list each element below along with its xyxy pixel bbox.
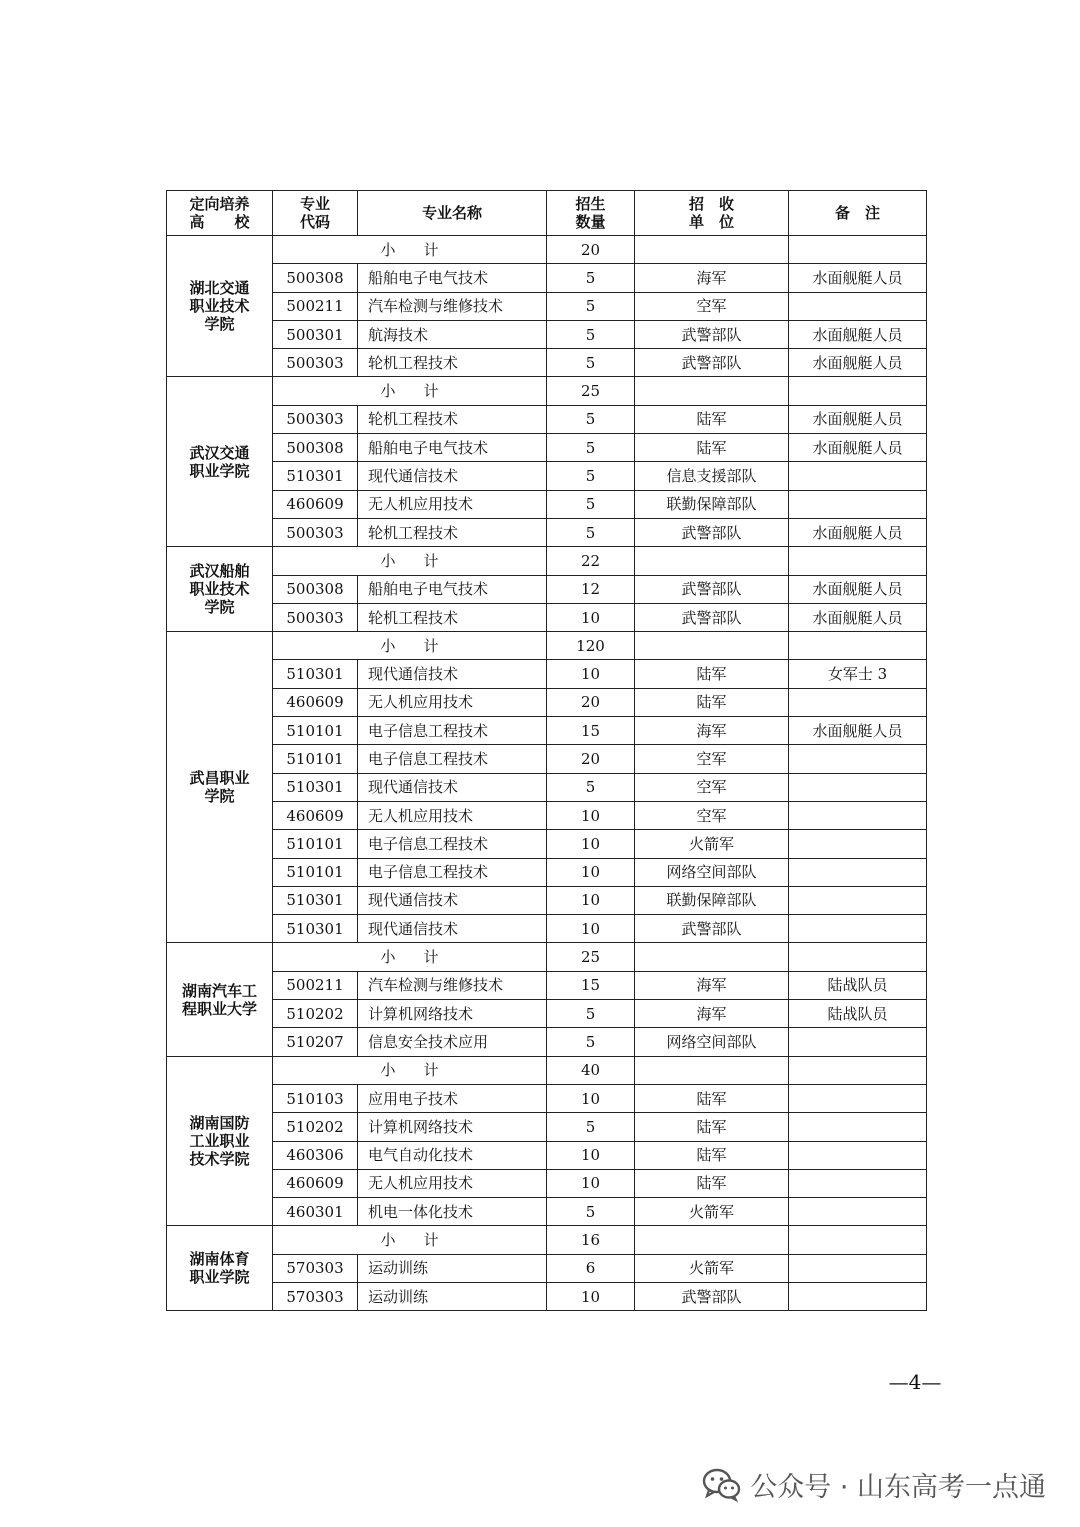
major-code-cell: 500308	[273, 575, 358, 603]
table-row	[167, 1000, 927, 1028]
subtotal-unit-empty	[635, 547, 789, 575]
subtotal-remark-empty	[789, 1056, 927, 1084]
enrollment-count-cell: 10	[547, 1141, 635, 1169]
major-name-cell: 船舶电子电气技术	[358, 264, 547, 292]
subtotal-count: 20	[547, 236, 635, 264]
remark-cell: 陆战队员	[789, 1000, 927, 1028]
enrollment-count-cell: 20	[547, 688, 635, 716]
recruiting-unit-cell: 武警部队	[635, 575, 789, 603]
recruiting-unit-cell: 空军	[635, 773, 789, 801]
recruiting-unit-cell: 陆军	[635, 1169, 789, 1197]
major-name-cell: 信息安全技术应用	[358, 1028, 547, 1056]
subtotal-remark-empty	[789, 236, 927, 264]
major-code-cell: 510301	[273, 915, 358, 943]
subtotal-remark-empty	[789, 632, 927, 660]
remark-cell: 水面舰艇人员	[789, 405, 927, 433]
enrollment-count-cell: 10	[547, 915, 635, 943]
major-name-cell: 轮机工程技术	[358, 518, 547, 546]
subtotal-unit-empty	[635, 1056, 789, 1084]
table-row	[167, 575, 927, 603]
major-name-cell: 无人机应用技术	[358, 490, 547, 518]
recruiting-unit-cell: 信息支援部队	[635, 462, 789, 490]
remark-cell: 水面舰艇人员	[789, 603, 927, 631]
school-name-line: 工业职业	[189, 1132, 250, 1150]
major-name-cell: 汽车检测与维修技术	[358, 971, 547, 999]
remark-cell	[789, 1169, 927, 1197]
enrollment-count-cell: 5	[547, 1000, 635, 1028]
table-row	[167, 1169, 927, 1197]
table-row	[167, 292, 927, 320]
major-name-cell: 机电一体化技术	[358, 1198, 547, 1226]
major-code-cell: 510101	[273, 717, 358, 745]
school-name-line: 职业技术	[189, 297, 250, 316]
enrollment-count-cell: 10	[547, 830, 635, 858]
subtotal-unit-empty	[635, 1226, 789, 1254]
major-code-cell: 510101	[273, 858, 358, 886]
subtotal-label: 小计	[273, 377, 547, 405]
remark-cell	[789, 915, 927, 943]
remark-cell	[789, 801, 927, 829]
enrollment-count-cell: 5	[547, 773, 635, 801]
table-row	[167, 688, 927, 716]
school-name-cell	[167, 377, 273, 547]
remark-cell: 水面舰艇人员	[789, 264, 927, 292]
subtotal-remark-empty	[789, 943, 927, 971]
table-row	[167, 462, 927, 490]
major-code-cell: 510101	[273, 745, 358, 773]
major-code-cell: 510301	[273, 462, 358, 490]
major-code-cell: 460609	[273, 801, 358, 829]
subtotal-row	[167, 632, 927, 660]
table-row	[167, 1198, 927, 1226]
major-name-cell: 现代通信技术	[358, 915, 547, 943]
table-row	[167, 830, 927, 858]
major-code-cell: 500308	[273, 434, 358, 462]
school-name-cell	[167, 943, 273, 1056]
table-row	[167, 1028, 927, 1056]
recruiting-unit-cell: 陆军	[635, 1113, 789, 1141]
enrollment-count-cell: 12	[547, 575, 635, 603]
remark-cell: 水面舰艇人员	[789, 575, 927, 603]
enrollment-count-cell: 5	[547, 264, 635, 292]
school-name-line: 职业学院	[189, 1268, 250, 1287]
major-code-cell: 460301	[273, 1198, 358, 1226]
subtotal-unit-empty	[635, 632, 789, 660]
school-name-line: 职业学院	[189, 461, 250, 480]
subtotal-count: 25	[547, 377, 635, 405]
subtotal-row	[167, 547, 927, 575]
table-row	[167, 745, 927, 773]
subtotal-remark-empty	[789, 1226, 927, 1254]
recruiting-unit-cell: 空军	[635, 292, 789, 320]
major-name-cell: 现代通信技术	[358, 660, 547, 688]
enrollment-count-cell: 10	[547, 603, 635, 631]
subtotal-row	[167, 1056, 927, 1084]
school-name-line: 学院	[204, 315, 235, 334]
enrollment-count-cell: 10	[547, 858, 635, 886]
subtotal-count: 16	[547, 1226, 635, 1254]
table-row	[167, 603, 927, 631]
header-major-code: 专业 代码	[273, 191, 358, 236]
major-name-cell: 计算机网络技术	[358, 1113, 547, 1141]
enrollment-count-cell: 5	[547, 1198, 635, 1226]
recruiting-unit-cell: 海军	[635, 1000, 789, 1028]
major-code-cell: 510301	[273, 773, 358, 801]
major-name-cell: 电子信息工程技术	[358, 830, 547, 858]
enrollment-count-cell: 6	[547, 1254, 635, 1282]
recruiting-unit-cell: 火箭军	[635, 1198, 789, 1226]
major-name-cell: 轮机工程技术	[358, 603, 547, 631]
subtotal-label: 小计	[273, 547, 547, 575]
major-code-cell: 570303	[273, 1254, 358, 1282]
major-name-cell: 轮机工程技术	[358, 405, 547, 433]
table-header-row	[167, 191, 927, 236]
table-row	[167, 1282, 927, 1310]
table-row	[167, 1141, 927, 1169]
school-name-cell	[167, 236, 273, 377]
school-name-line: 武昌职业	[189, 769, 250, 788]
major-name-cell: 计算机网络技术	[358, 1000, 547, 1028]
major-code-cell: 500301	[273, 320, 358, 348]
recruiting-unit-cell: 海军	[635, 717, 789, 745]
remark-cell	[789, 1113, 927, 1141]
header-recruiting-unit: 招 收 单 位	[635, 191, 789, 236]
enrollment-count-cell: 5	[547, 349, 635, 377]
wechat-icon	[702, 1468, 742, 1502]
table-row	[167, 660, 927, 688]
major-name-cell: 现代通信技术	[358, 462, 547, 490]
school-name-cell	[167, 547, 273, 632]
major-code-cell: 510202	[273, 1113, 358, 1141]
remark-cell	[789, 886, 927, 914]
table-row	[167, 1084, 927, 1112]
enrollment-count-cell: 10	[547, 660, 635, 688]
watermark	[702, 1465, 1046, 1504]
remark-cell	[789, 830, 927, 858]
table-body	[167, 236, 927, 1311]
table-row	[167, 886, 927, 914]
subtotal-label: 小计	[273, 943, 547, 971]
major-code-cell: 510207	[273, 1028, 358, 1056]
recruiting-unit-cell: 武警部队	[635, 915, 789, 943]
major-name-cell: 航海技术	[358, 320, 547, 348]
subtotal-remark-empty	[789, 547, 927, 575]
recruiting-unit-cell: 武警部队	[635, 518, 789, 546]
major-name-cell: 无人机应用技术	[358, 688, 547, 716]
major-code-cell: 460306	[273, 1141, 358, 1169]
major-name-cell: 船舶电子电气技术	[358, 575, 547, 603]
table-row	[167, 434, 927, 462]
major-name-cell: 电子信息工程技术	[358, 858, 547, 886]
table-row	[167, 801, 927, 829]
enrollment-count-cell: 5	[547, 434, 635, 462]
school-name-line: 湖南国防	[189, 1114, 250, 1132]
remark-cell: 水面舰艇人员	[789, 320, 927, 348]
remark-cell	[789, 490, 927, 518]
enrollment-count-cell: 10	[547, 1282, 635, 1310]
table-row	[167, 405, 927, 433]
major-code-cell: 500303	[273, 603, 358, 631]
subtotal-unit-empty	[635, 377, 789, 405]
recruiting-unit-cell: 陆军	[635, 434, 789, 462]
major-name-cell: 船舶电子电气技术	[358, 434, 547, 462]
remark-cell: 女军士 3	[789, 660, 927, 688]
recruiting-unit-cell: 陆军	[635, 1141, 789, 1169]
recruiting-unit-cell: 武警部队	[635, 603, 789, 631]
subtotal-row	[167, 1226, 927, 1254]
table-row	[167, 971, 927, 999]
school-name-line: 程职业大学	[181, 999, 257, 1018]
school-name-line: 学院	[204, 787, 235, 806]
recruiting-unit-cell: 陆军	[635, 1084, 789, 1112]
header-major-name: 专业名称	[358, 191, 547, 236]
major-name-cell: 汽车检测与维修技术	[358, 292, 547, 320]
school-name-line: 武汉船舶	[189, 562, 250, 581]
school-name-line: 学院	[204, 598, 235, 617]
enrollment-count-cell: 10	[547, 1169, 635, 1197]
remark-cell	[789, 773, 927, 801]
major-code-cell: 500303	[273, 405, 358, 433]
enrollment-count-cell: 5	[547, 292, 635, 320]
school-name-line: 湖南体育	[189, 1250, 250, 1269]
header-enrollment-count: 招生 数量	[547, 191, 635, 236]
remark-cell	[789, 1198, 927, 1226]
school-name-cell	[167, 1056, 273, 1226]
recruiting-unit-cell: 网络空间部队	[635, 1028, 789, 1056]
major-name-cell: 现代通信技术	[358, 773, 547, 801]
recruiting-unit-cell: 陆军	[635, 405, 789, 433]
enrollment-count-cell: 15	[547, 717, 635, 745]
subtotal-label: 小计	[273, 236, 547, 264]
header-remark: 备 注	[789, 191, 927, 236]
enrollment-count-cell: 5	[547, 405, 635, 433]
recruiting-unit-cell: 空军	[635, 745, 789, 773]
table-row	[167, 264, 927, 292]
enrollment-count-cell: 5	[547, 320, 635, 348]
table-row	[167, 717, 927, 745]
major-code-cell: 460609	[273, 490, 358, 518]
enrollment-count-cell: 5	[547, 1028, 635, 1056]
major-code-cell: 460609	[273, 688, 358, 716]
major-name-cell: 运动训练	[358, 1282, 547, 1310]
table-row	[167, 490, 927, 518]
major-name-cell: 电子信息工程技术	[358, 745, 547, 773]
remark-cell: 水面舰艇人员	[789, 518, 927, 546]
subtotal-count: 120	[547, 632, 635, 660]
subtotal-remark-empty	[789, 377, 927, 405]
table-row	[167, 518, 927, 546]
major-code-cell: 500211	[273, 292, 358, 320]
major-name-cell: 现代通信技术	[358, 886, 547, 914]
remark-cell: 水面舰艇人员	[789, 434, 927, 462]
recruiting-unit-cell: 网络空间部队	[635, 858, 789, 886]
page-number: —4—	[888, 1370, 942, 1394]
recruiting-unit-cell: 火箭军	[635, 1254, 789, 1282]
subtotal-count: 22	[547, 547, 635, 575]
subtotal-row	[167, 236, 927, 264]
recruiting-unit-cell: 联勤保障部队	[635, 886, 789, 914]
recruiting-unit-cell: 陆军	[635, 688, 789, 716]
school-name-line: 湖北交通	[189, 279, 250, 298]
header-school: 定向培养 高 校	[167, 191, 273, 236]
major-code-cell: 500303	[273, 518, 358, 546]
recruiting-unit-cell: 武警部队	[635, 320, 789, 348]
major-name-cell: 应用电子技术	[358, 1084, 547, 1112]
recruiting-unit-cell: 海军	[635, 971, 789, 999]
school-name-line: 武汉交通	[189, 443, 250, 462]
remark-cell	[789, 1028, 927, 1056]
remark-cell	[789, 858, 927, 886]
major-code-cell: 510103	[273, 1084, 358, 1112]
enrollment-count-cell: 5	[547, 1113, 635, 1141]
watermark-text: 公众号 · 山东高考一点通	[750, 1472, 1046, 1503]
enrollment-count-cell: 10	[547, 1084, 635, 1112]
recruitment-quota-table	[166, 190, 927, 1311]
school-name-line: 技术学院	[189, 1150, 250, 1168]
remark-cell	[789, 688, 927, 716]
school-name-cell	[167, 1226, 273, 1311]
school-name-line: 职业技术	[189, 580, 250, 599]
enrollment-count-cell: 15	[547, 971, 635, 999]
remark-cell	[789, 1254, 927, 1282]
table-row	[167, 915, 927, 943]
major-code-cell: 460609	[273, 1169, 358, 1197]
remark-cell	[789, 292, 927, 320]
major-name-cell: 电气自动化技术	[358, 1141, 547, 1169]
major-code-cell: 510101	[273, 830, 358, 858]
table-row	[167, 349, 927, 377]
table-row	[167, 858, 927, 886]
major-name-cell: 无人机应用技术	[358, 801, 547, 829]
recruiting-unit-cell: 火箭军	[635, 830, 789, 858]
table-row	[167, 1113, 927, 1141]
major-code-cell: 570303	[273, 1282, 358, 1310]
table-row	[167, 773, 927, 801]
enrollment-count-cell: 5	[547, 462, 635, 490]
major-code-cell: 510301	[273, 886, 358, 914]
recruiting-unit-cell: 陆军	[635, 660, 789, 688]
major-name-cell: 轮机工程技术	[358, 349, 547, 377]
enrollment-count-cell: 5	[547, 490, 635, 518]
table-row	[167, 320, 927, 348]
school-name-line: 湖南汽车工	[181, 981, 257, 1000]
enrollment-count-cell: 10	[547, 801, 635, 829]
major-code-cell: 500303	[273, 349, 358, 377]
major-name-cell: 运动训练	[358, 1254, 547, 1282]
subtotal-unit-empty	[635, 943, 789, 971]
school-name-cell	[167, 632, 273, 943]
subtotal-label: 小计	[273, 632, 547, 660]
major-name-cell: 无人机应用技术	[358, 1169, 547, 1197]
table-row	[167, 1254, 927, 1282]
remark-cell: 陆战队员	[789, 971, 927, 999]
subtotal-label: 小计	[273, 1226, 547, 1254]
major-code-cell: 510202	[273, 1000, 358, 1028]
remark-cell	[789, 1141, 927, 1169]
remark-cell	[789, 745, 927, 773]
subtotal-row	[167, 943, 927, 971]
recruiting-unit-cell: 空军	[635, 801, 789, 829]
subtotal-unit-empty	[635, 236, 789, 264]
recruiting-unit-cell: 联勤保障部队	[635, 490, 789, 518]
subtotal-row	[167, 377, 927, 405]
subtotal-count: 25	[547, 943, 635, 971]
recruiting-unit-cell: 海军	[635, 264, 789, 292]
major-code-cell: 510301	[273, 660, 358, 688]
major-code-cell: 500211	[273, 971, 358, 999]
remark-cell	[789, 462, 927, 490]
remark-cell	[789, 1282, 927, 1310]
enrollment-count-cell: 20	[547, 745, 635, 773]
enrollment-count-cell: 5	[547, 518, 635, 546]
remark-cell: 水面舰艇人员	[789, 717, 927, 745]
subtotal-count: 40	[547, 1056, 635, 1084]
subtotal-label: 小计	[273, 1056, 547, 1084]
recruiting-unit-cell: 武警部队	[635, 1282, 789, 1310]
remark-cell	[789, 1084, 927, 1112]
recruiting-unit-cell: 武警部队	[635, 349, 789, 377]
major-name-cell: 电子信息工程技术	[358, 717, 547, 745]
enrollment-count-cell: 10	[547, 886, 635, 914]
major-code-cell: 500308	[273, 264, 358, 292]
remark-cell: 水面舰艇人员	[789, 349, 927, 377]
